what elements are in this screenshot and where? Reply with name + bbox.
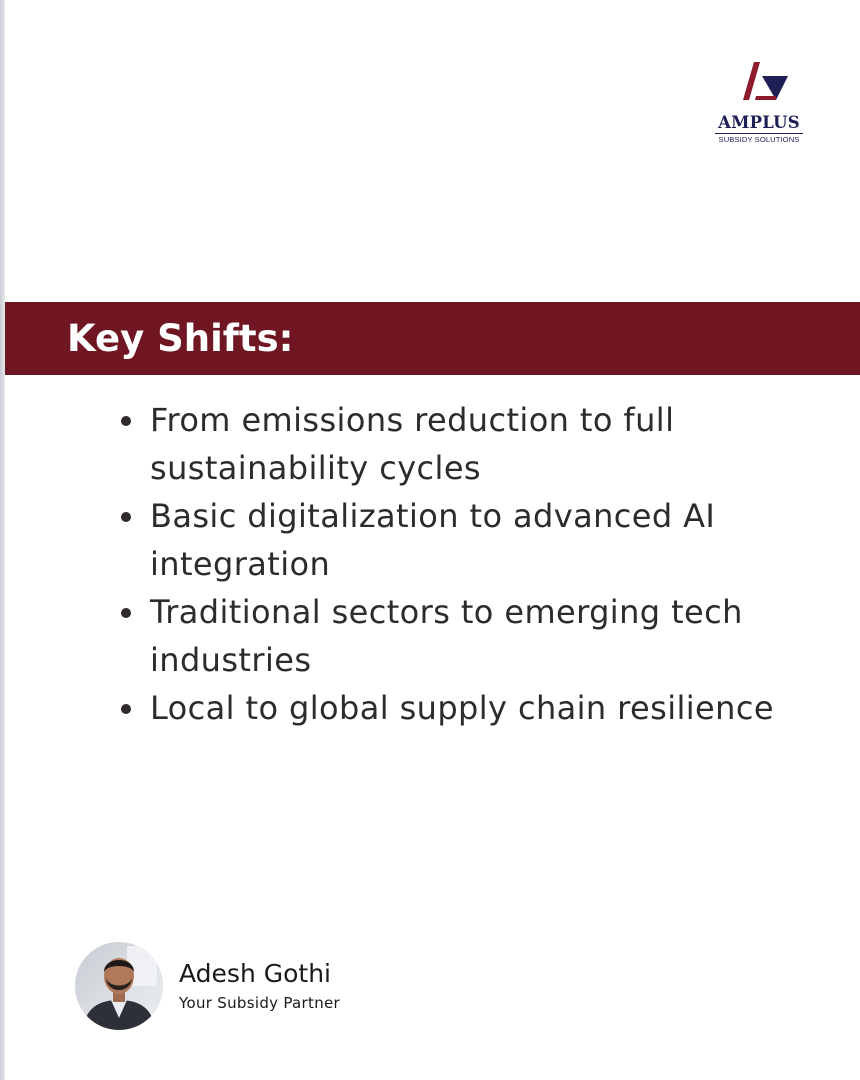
list-item-text: Traditional sectors to emerging tech industries <box>150 593 743 679</box>
list-item-text: Local to global supply chain resilience <box>150 689 774 727</box>
title-banner <box>5 302 860 375</box>
list-item-text: From emissions reduction to full sustainability cycles <box>150 401 675 487</box>
list-item <box>118 396 818 492</box>
author-photo-icon <box>75 942 163 1030</box>
amplus-logo <box>712 62 812 148</box>
list-item-text: Basic digitalization to advanced AI integration <box>150 497 716 583</box>
page-title: Key Shifts: <box>67 317 294 360</box>
bullet-icon <box>121 704 131 714</box>
brand-name: AMPLUS <box>718 113 800 132</box>
key-shifts-list <box>118 396 818 732</box>
bullet-icon <box>121 416 131 426</box>
author-name: Adesh Gothi <box>179 959 331 988</box>
amplus-a-logo-icon <box>740 62 790 106</box>
list-item <box>118 492 818 588</box>
bullet-icon <box>121 608 131 618</box>
author-card <box>75 942 435 1034</box>
list-item <box>118 588 818 684</box>
list-item <box>118 684 818 732</box>
bullet-icon <box>121 512 131 522</box>
brand-tagline: SUBSIDY SOLUTIONS <box>718 135 800 144</box>
page-edge <box>0 0 5 1080</box>
author-role: Your Subsidy Partner <box>179 994 341 1012</box>
avatar <box>75 942 163 1030</box>
